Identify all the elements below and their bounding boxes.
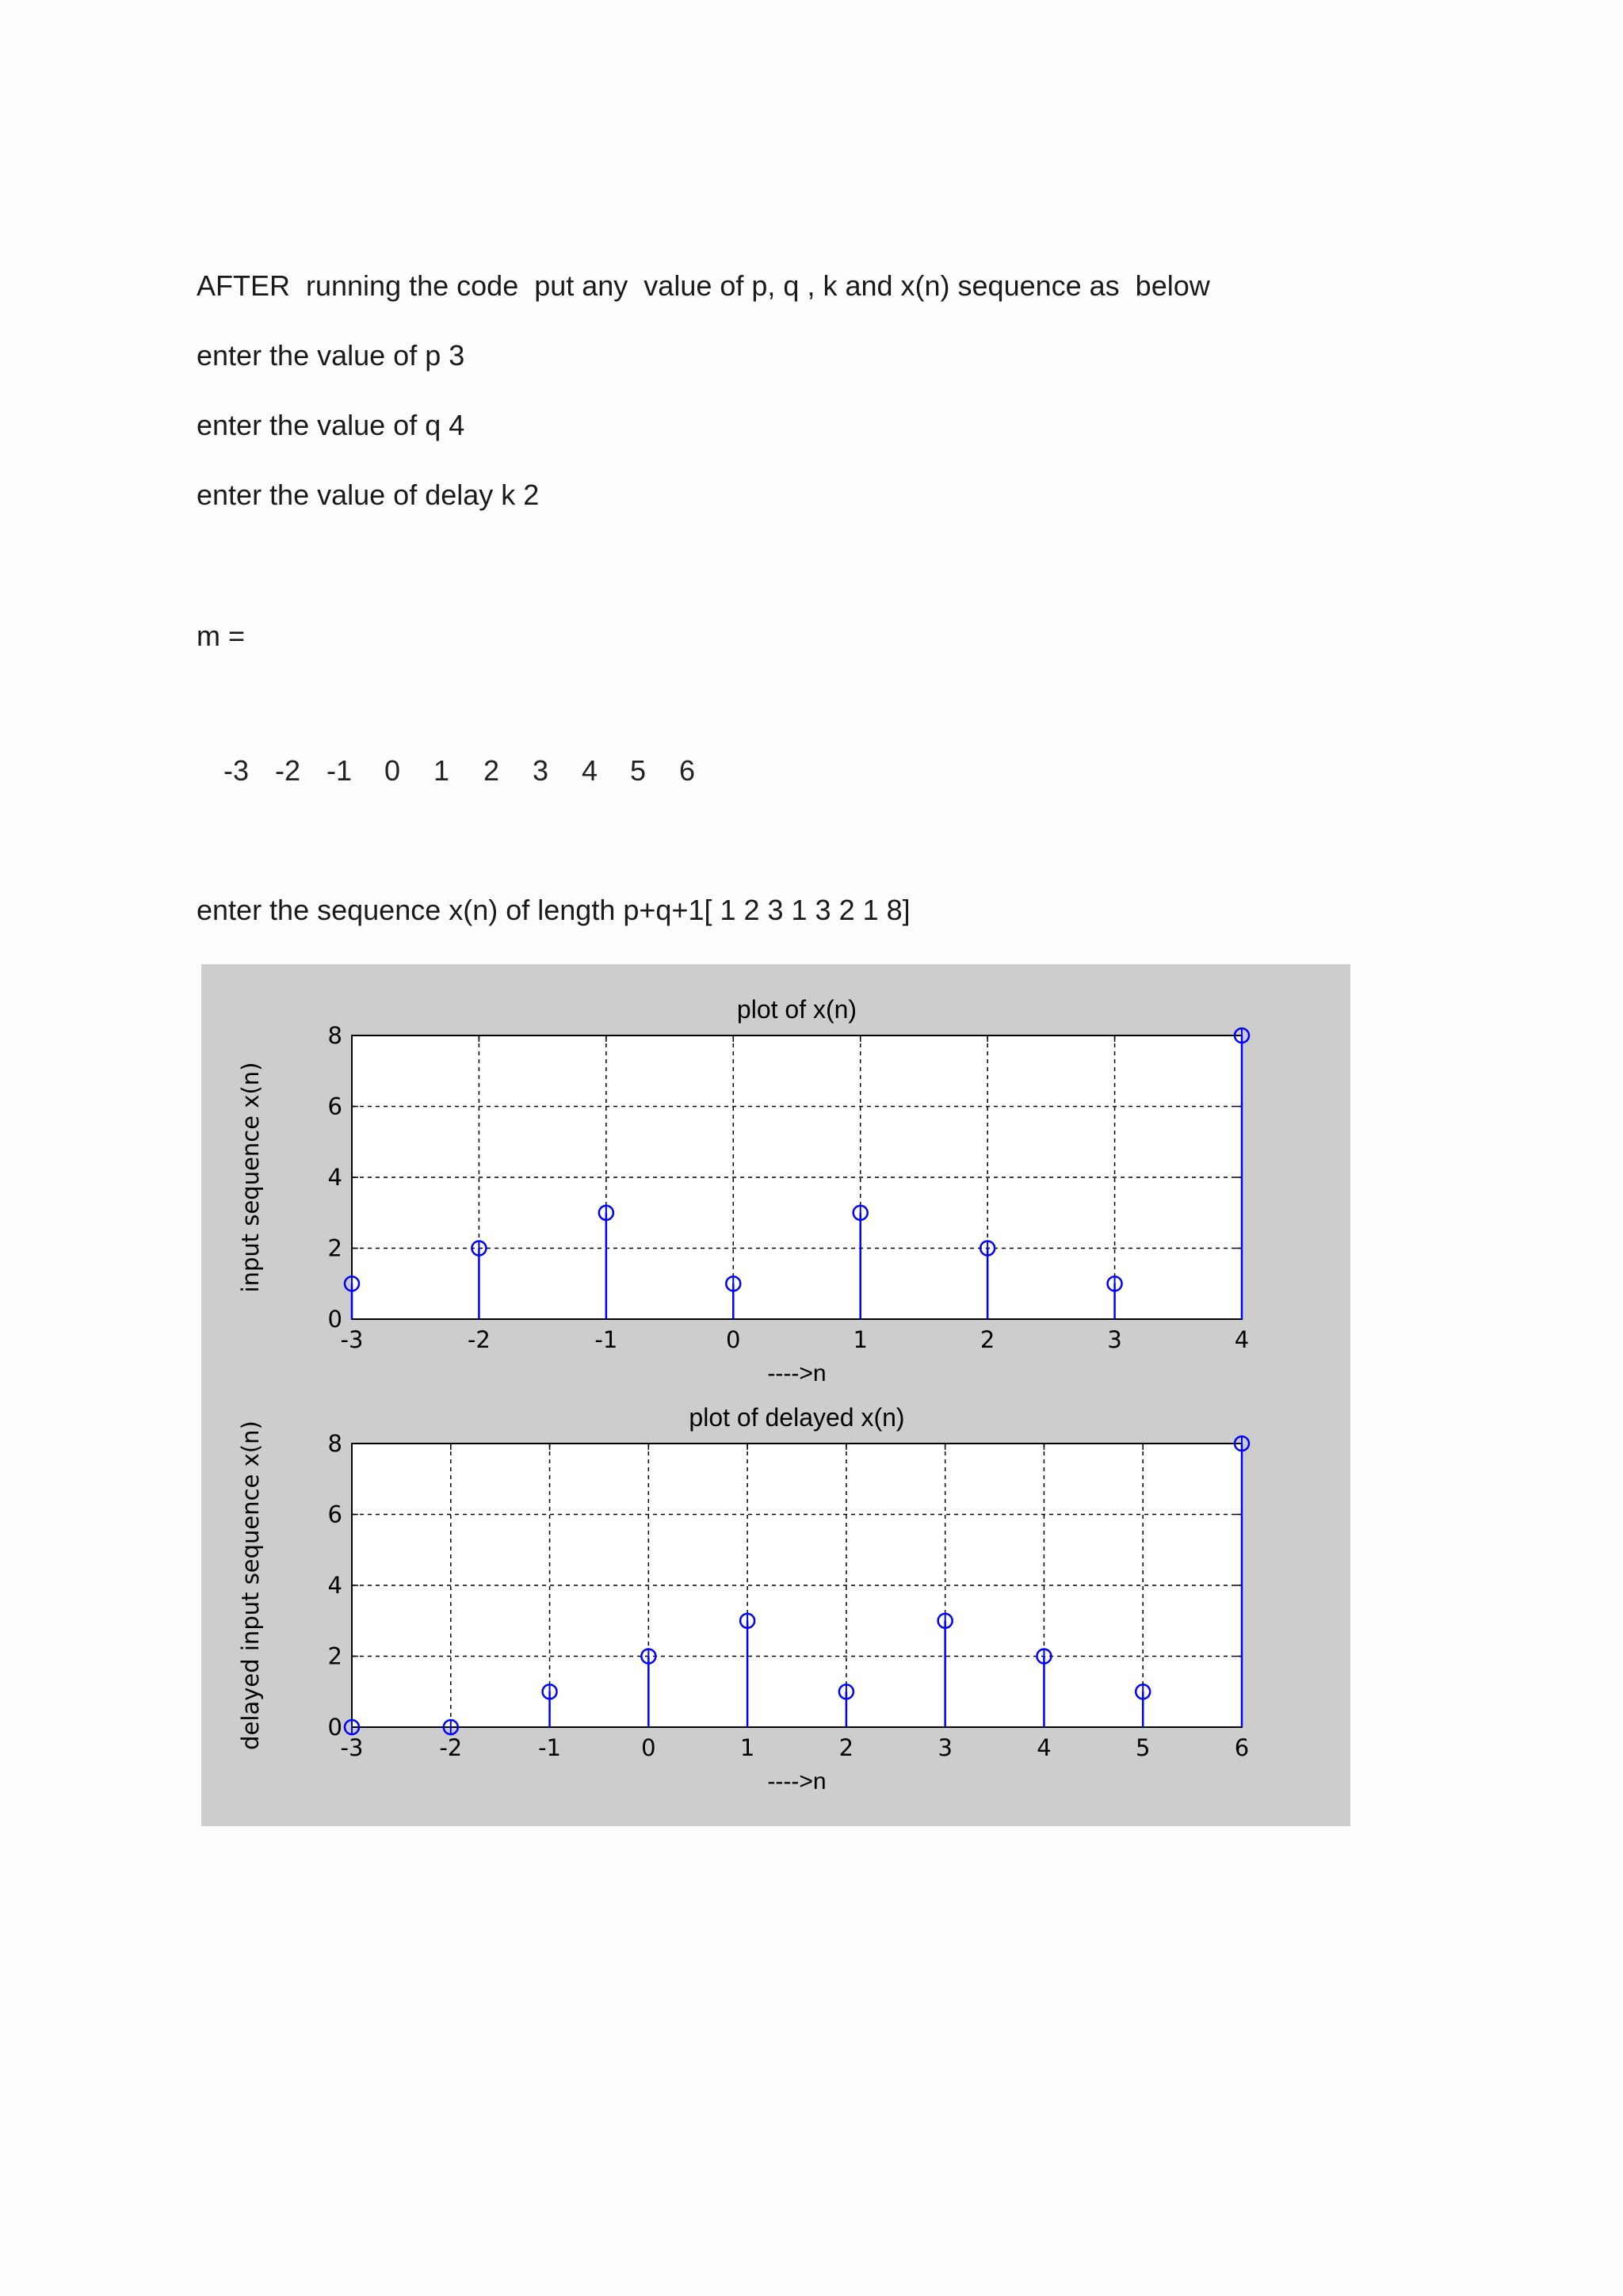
m-value: -3 (223, 754, 250, 787)
matlab-figure (201, 964, 1350, 1826)
m-value: 6 (678, 754, 696, 787)
m-value: 5 (629, 754, 647, 787)
prompt-p: enter the value of p 3 (197, 339, 465, 372)
x-tick-label: -2 (467, 1326, 491, 1353)
y-axis-label: input sequence x(n) (237, 1062, 264, 1293)
m-value: 1 (433, 754, 450, 787)
y-tick-label: 2 (327, 1234, 342, 1262)
prompt-k: enter the value of delay k 2 (197, 479, 540, 511)
chart-title: plot of x(n) (736, 995, 857, 1024)
x-axis-label: ---->n (767, 1360, 827, 1386)
m-label: m = (197, 620, 246, 652)
x-tick-label: 4 (1037, 1734, 1052, 1761)
x-tick-label: 1 (739, 1734, 755, 1761)
m-value: 3 (532, 754, 549, 787)
x-tick-label: -1 (538, 1734, 562, 1761)
x-tick-label: 2 (838, 1734, 854, 1761)
x-tick-label: 3 (938, 1734, 953, 1761)
x-tick-label: 4 (1234, 1326, 1250, 1353)
y-tick-label: 8 (327, 1430, 342, 1457)
x-tick-label: 2 (980, 1326, 995, 1353)
y-tick-label: 0 (327, 1714, 342, 1741)
y-tick-label: 4 (327, 1164, 342, 1191)
instruction-text: AFTER running the code put any value of p, q , k and x(n) sequence as below (197, 269, 1210, 302)
y-tick-label: 0 (327, 1306, 342, 1333)
m-value: 4 (581, 754, 598, 787)
x-tick-label: 0 (726, 1326, 741, 1353)
chart-title: plot of delayed x(n) (689, 1403, 905, 1432)
x-tick-label: 6 (1234, 1734, 1250, 1761)
y-tick-label: 4 (327, 1572, 342, 1599)
x-axis-label: ---->n (767, 1768, 827, 1794)
x-tick-label: -3 (340, 1734, 364, 1761)
y-tick-label: 2 (327, 1642, 342, 1670)
y-tick-label: 6 (327, 1501, 342, 1528)
y-tick-label: 6 (327, 1093, 342, 1120)
m-value: 0 (384, 754, 401, 787)
m-value: -1 (326, 754, 353, 787)
figure-svg (201, 964, 1350, 1826)
x-tick-label: -2 (439, 1734, 463, 1761)
y-axis-label: delayed input sequence x(n) (237, 1421, 264, 1750)
x-tick-label: 1 (853, 1326, 868, 1353)
x-tick-label: 0 (641, 1734, 656, 1761)
y-tick-label: 8 (327, 1022, 342, 1049)
x-tick-label: -3 (340, 1326, 364, 1353)
x-tick-label: -1 (594, 1326, 618, 1353)
m-value: 2 (483, 754, 500, 787)
prompt-q: enter the value of q 4 (197, 409, 465, 441)
x-tick-label: 5 (1135, 1734, 1151, 1761)
x-tick-label: 3 (1107, 1326, 1122, 1353)
sequence-prompt: enter the sequence x(n) of length p+q+1[ 1 2 3 1 3 2 1 8] (197, 894, 911, 926)
m-value: -2 (274, 754, 301, 787)
